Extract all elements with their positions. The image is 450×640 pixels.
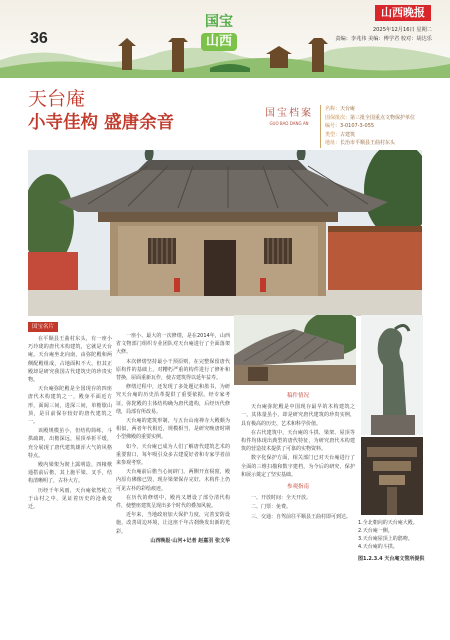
headline <box>28 87 250 139</box>
caption: 3.天台庵屋顶上的鸱吻。 <box>358 536 413 542</box>
paragraph: 数字化保护方面，相关部门已对天台庵进行了全面的三维扫描和数字建档，为今后的研究、保护和展示奠定了坚实基础。 <box>241 455 355 478</box>
column-logo-bottom: 山西 <box>201 33 237 51</box>
info-row: 名称：天台庵 <box>325 106 356 112</box>
paragraph: 一、开放时间：全天开放。 <box>251 495 312 502</box>
column-tag-english: GUO BAO DANG AN <box>269 121 309 126</box>
heritage-info-box <box>320 105 445 148</box>
paragraph: 历经千年风雨，天台庵依然屹立于山村之中，见证着历史的沧桑变迁。 <box>28 487 112 511</box>
paragraph: 天台庵弥陀殿是全国现存的四座唐代木构建筑之一，殿身平面近方形，面阔三间，进深三间，单檐歇山顶，是目前保存较好的唐代建筑之一。 <box>28 386 112 426</box>
page-number: 36 <box>30 30 48 47</box>
info-row: 编号：3-0107-3-055 <box>325 123 375 129</box>
paragraph: 近年来，当地政府加大保护力度，完善安防设施，改善周边环境，让这座千年古刹焕发出新的光彩。 <box>116 512 230 535</box>
paragraph: 殿内梁架为彻上露明造，四椽栿通搭前后檐，其上施平梁、叉手，结构清晰明了，古朴大方。 <box>28 462 112 485</box>
paragraph: 天台庵前后檐当心间辟门，两侧开直棂窗，殿内原有佛像已毁，现存梁架保存完好，木构件上仍可见古朴的彩绘痕迹。 <box>116 469 230 492</box>
paragraph: 在历代的修缮中，殿内又增设了部分清代构件，使整座建筑呈现出多个时代的叠加风貌。 <box>116 494 230 510</box>
editor-credits: 责编：李兆伟 美编：傅学君 校对：胡达乐 <box>335 36 432 42</box>
caption: 1.全北朝向的天台庵大殿。 <box>358 520 418 526</box>
issue-meta <box>335 26 432 44</box>
paragraph: 该殿规模虽小，但结构简练，斗拱疏朗，出檐深远，屋顶举折平缓，充分展现了唐代建筑雄浑大气的风格特点。 <box>28 428 112 459</box>
subsection-label: 稿件情况 <box>286 393 309 399</box>
article-byline: 山西晚报·山河+记者 赵嘉羽 张文华 <box>150 537 230 544</box>
photo-roof-chiwen-ornament <box>361 315 423 435</box>
headline-line-2: 小寺佳构 盛唐余音 <box>28 113 175 133</box>
column-logo <box>193 14 245 58</box>
section-label: 国宝名片 <box>28 322 112 332</box>
caption: 4.天台庵的斗拱。 <box>358 544 398 550</box>
article-column-3 <box>241 388 355 638</box>
article-column-2 <box>116 332 230 624</box>
column-tag-chinese: 国宝档案 <box>265 108 313 119</box>
paragraph: 二、门票：免费。 <box>251 504 292 511</box>
column-logo-top: 国宝 <box>205 14 233 30</box>
info-row: 地址：长治市平顺县王曲村东头 <box>325 140 396 146</box>
hero-photo-temple-hall <box>28 150 422 316</box>
paragraph: 在平顺县王曲村东头，有一座小巧玲珑的唐代木构建筑，它就是天台庵。天台庵坐北向南，由弥陀殿和两侧配殿组成，占地面积不大，但其正殿却是研究我国古代建筑史的珍贵实物。 <box>28 336 112 384</box>
newspaper-masthead: 山西晚报 <box>375 5 431 21</box>
paragraph: 天台庵弥陀殿是中国现存最早的木构建筑之一，其体量虽小，却是研究唐代建筑的珍贵实例，具有极高的历史、艺术和科学价值。 <box>241 404 355 427</box>
paragraph: 三、交通：自驾前往平顺县王曲村即可到达。 <box>251 513 352 520</box>
photo-credit: 图1.2.3.4 天台庵文管所提供 <box>358 556 425 562</box>
caption: 2.天台庵一侧。 <box>358 528 393 534</box>
paragraph: 修缮过程中，还发现了多处题记和墨书，为研究天台庵的历史沿革提供了重要依据。经专家考证，弥陀殿的主体结构确为唐代遗构，后经历代修缮，局部有所改易。 <box>116 384 230 415</box>
photo-captions <box>358 519 430 563</box>
paragraph: 一座小、最大的一次修缮，是在2014年，山西省文物部门组织专业团队对天台庵进行了全面落架大修。 <box>116 333 230 356</box>
page-header <box>0 0 450 78</box>
info-row: 国保批次：第三批全国重点文物保护单位 <box>325 114 416 121</box>
paragraph: 天台庵的建筑形制，与五台山南禅寺大殿颇为相似，两者年代相近，规模相当，是研究晚唐时期小型佛殿的重要实例。 <box>116 418 230 441</box>
headline-line-1: 天台庵 <box>28 88 86 110</box>
column-tag <box>262 108 316 127</box>
paragraph: 本次修缮坚持最小干预原则，在完整保留唐代原构件的基础上，对糟朽严重的构件进行了修补和替换，屋面重新瓦作，使古建筑得以延年益寿。 <box>116 358 230 382</box>
photo-dougong-brackets <box>361 437 423 515</box>
article-column-1 <box>28 322 112 624</box>
paragraph: 在古代建筑中，天台庵的斗拱、梁架、屋顶等构件均体现出典型的唐代特征，为研究唐代木构建筑的营造技术提供了可靠的实物资料。 <box>241 429 355 453</box>
subsection-label: 参观指南 <box>286 484 309 491</box>
photo-temple-side-roof <box>234 315 356 385</box>
paragraph: 如今，天台庵已成为人们了解唐代建筑艺术的重要窗口，每年吸引众多古建爱好者和专家学者前来参观考察。 <box>116 443 230 467</box>
info-row: 类型：古建筑 <box>325 131 356 138</box>
issue-date: 2025年12月16日 星期二 <box>372 27 432 33</box>
